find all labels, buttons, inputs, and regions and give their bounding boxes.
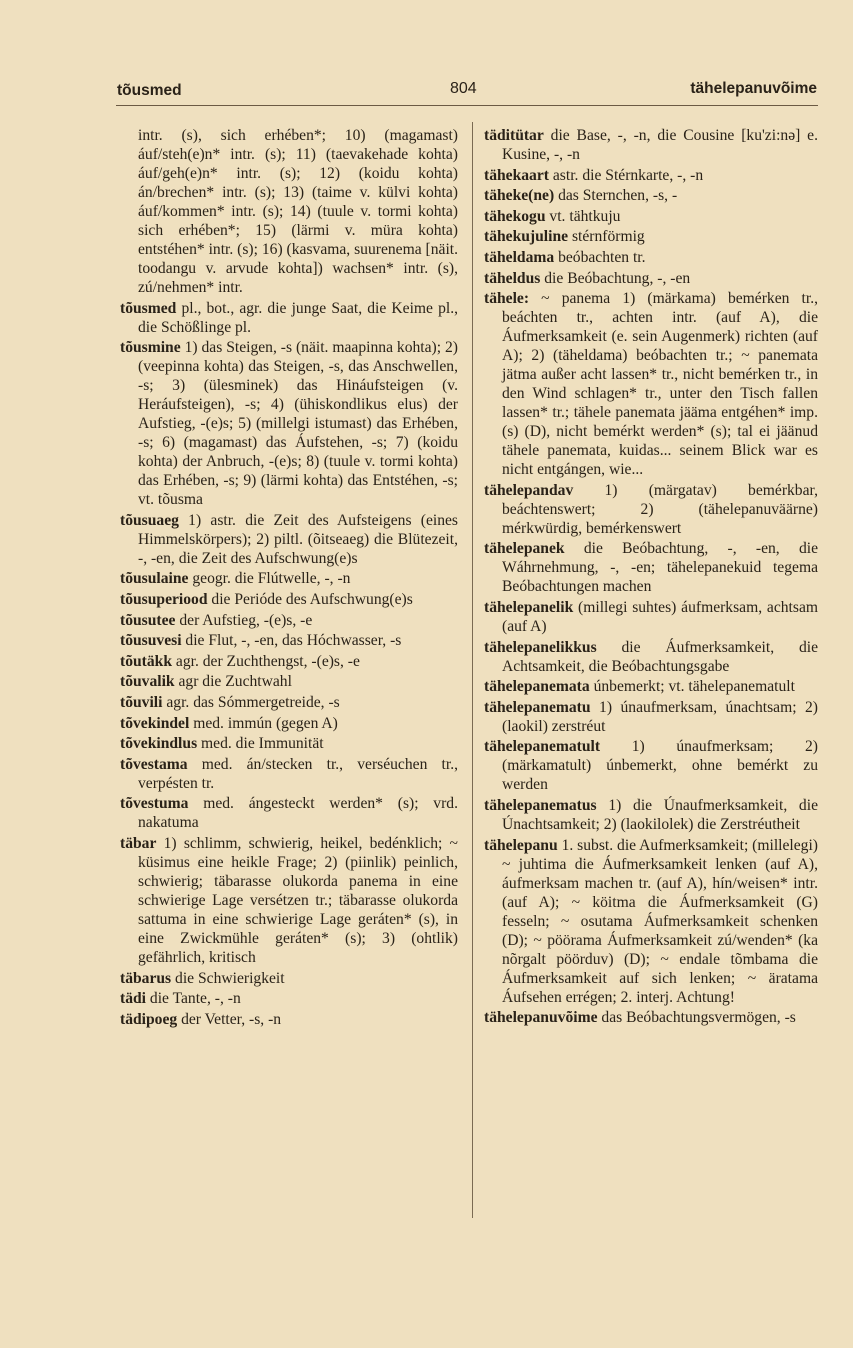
left-column xyxy=(120,126,458,1030)
dictionary-entry: tõvekindlus med. die Immunität xyxy=(120,735,324,753)
dictionary-entry: täheldus die Beóbachtung, -, -en xyxy=(484,269,691,287)
dictionary-entry: tädipoeg der Vetter, -s, -n xyxy=(120,1010,282,1028)
header-rule xyxy=(116,105,818,106)
dictionary-entry: tähelepandav 1) (märgatav) bemérkbar, beáchtenswert; 2) (tähelepanuväärne) mérkwürdig, bemérkenswert xyxy=(484,481,818,537)
dictionary-entry: täheke(ne) das Sternchen, -s, - xyxy=(484,187,678,205)
dictionary-entry: tähele: ~ panema 1) (märkama) bemérken tr., beáchten tr., achten intr. (auf A), die Áufmerksamkeit (e. sein Augenmerk) richten (auf A); 2) (täheldama) beóbachten tr.; ~ panemata jätma außer acht lassen* tr., nicht bemérken tr., in den Wind schlagen* tr., unter den Tisch fallen lassen* tr.; tähele panemata jääma entgéhen* imp. (s) (D), nicht bemérkt werden* (s); tal ei jäänud tähele panemata, kuidas... seinem Blick war es nicht entgángen, wie... xyxy=(484,290,818,479)
dictionary-entry: tähelepanu 1. subst. die Aufmerksamkeit; (millelegi) ~ juhtima die Áufmerksamkeit lenken (auf A), áufmerksam machen tr. (auf A), hín/weisen* intr. (auf A); ~ köitma die Áufmerksamkeit (G) fesseln; ~ osutama Áufmerksamkeit schenken (D); ~ pöörama Áufmerksamkeit zú/wenden* (ka nõrgalt pöörduv) (D); ~ endale tõmbama die Áufmerksamkeit auf sich lenken; ~ äratama Áufsehen errégen; 2. interj. Achtung! xyxy=(484,836,818,1006)
dictionary-entry: tõusutee der Aufstieg, -(e)s, -e xyxy=(120,611,313,629)
right-column xyxy=(484,126,818,1029)
dictionary-entry: tähelepanemata únbemerkt; vt. tähelepanematult xyxy=(484,678,795,696)
dictionary-entry: tähelepanelik (millegi suhtes) áufmerksam, achtsam (auf A) xyxy=(484,598,818,635)
dictionary-entry: tõuvalik agr die Zuchtwahl xyxy=(120,673,292,691)
dictionary-entry: tähelepanematus 1) die Únaufmerksamkeit, die Únachtsamkeit; 2) (laokilolek) die Zerstréutheit xyxy=(484,796,818,833)
right-running-headword: tähelepanuvõime xyxy=(690,80,817,97)
dictionary-entry: tõvekindel med. immún (gegen A) xyxy=(120,714,338,732)
dictionary-entry: tõvestuma med. ángesteckt werden* (s); vrd. nakatuma xyxy=(120,795,458,832)
dictionary-entry: tähekujuline stérnförmig xyxy=(484,228,645,246)
dictionary-entry: tõusuperiood die Perióde des Aufschwung(e)s xyxy=(120,590,413,608)
dictionary-entry: tõuvili agr. das Sómmergetreide, -s xyxy=(120,693,340,711)
dictionary-entry: tähelepanuvõime das Beóbachtungsvermögen, -s xyxy=(484,1009,796,1027)
left-running-headword: tõusmed xyxy=(117,82,182,99)
dictionary-entry: täheldama beóbachten tr. xyxy=(484,248,646,266)
dictionary-entry: tõusuvesi die Flut, -, -en, das Hóchwasser, -s xyxy=(120,632,402,650)
dictionary-entry: täbarus die Schwierigkeit xyxy=(120,969,285,987)
dictionary-entry: intr. (s), sich erhében*; 10) (magamast) áuf/steh(e)n* intr. (s); 11) (taevakehade kohta) áuf/geh(e)n* intr. (s); 12) (koidu kohta) án/brechen* intr. (s); 13) (taime v. külvi kohta) áuf/kommen* intr. (s); 14) (tuule v. tormi kohta) sich erhében*; 15) (lärmi v. müra kohta) entstéhen* intr. (s); 16) (kasvama, suurenema [näit. toodangu v. arvude kohta]) wachsen* intr. (s), zú/nehmen* intr. xyxy=(138,127,459,296)
dictionary-entry: tädi die Tante, -, -n xyxy=(120,990,241,1008)
dictionary-entry: täbar 1) schlimm, schwierig, heikel, bedénklich; ~ küsimus eine heikle Frage; 2) (piinlik) peinlich, schwierig; täbarasse olukorda panema in eine schwierige Lage versétzen tr.; täbarasse olukorda sattuma in eine schwierige Lage geráten* (s), in eine Zwickmühle geráten* (s); 3) (ohtlik) gefährlich, kritisch xyxy=(120,834,458,966)
dictionary-entry: tähekaart astr. die Stérnkarte, -, -n xyxy=(484,166,704,184)
dictionary-entry: tõusmed pl., bot., agr. die junge Saat, die Keime pl., die Schößlinge pl. xyxy=(120,299,458,336)
dictionary-entry: tõvestama med. án/stecken tr., verséuchen tr., verpésten tr. xyxy=(120,755,458,792)
dictionary-entry: tähelepanelikkus die Áufmerksamkeit, die Achtsamkeit, die Beóbachtungsgabe xyxy=(484,638,818,675)
dictionary-entry: tõusuaeg 1) astr. die Zeit des Aufsteigens (eines Himmelskörpers); 2) piltl. (õitseaeg) die Blütezeit, -, -en, die Zeit des Aufschwung(e)s xyxy=(120,511,458,567)
page-header xyxy=(117,78,817,104)
dictionary-entry: tähelepanematu 1) únaufmerksam, únachtsam; 2) (laokil) zerstréut xyxy=(484,698,818,735)
dictionary-entry: tõutäkk agr. der Zuchthengst, -(e)s, -e xyxy=(120,652,360,670)
dictionary-entry: täditütar die Base, -, -n, die Cousine [ku'zi:nə] e. Kusine, -, -n xyxy=(484,127,818,163)
column-divider xyxy=(472,122,473,1218)
dictionary-entry: tähelepanek die Beóbachtung, -, -en, die Wáhrnehmung, -, -en; tähelepanekuid tegema Beóbachtungen machen xyxy=(484,540,818,596)
dictionary-entry: tähekogu vt. tähtkuju xyxy=(484,207,621,225)
dictionary-entry: tõusmine 1) das Steigen, -s (näit. maapinna kohta); 2) (veepinna kohta) das Steigen, -s, das Anschwellen, -s; 3) (ülesminek) das Hináufsteigen (v. Heráufsteigen), -s; 4) (ühiskondlikus elus) der Aufstieg, -(e)s; 5) (millelgi istumast) das Erhében, -s; 6) (magamast) das Áufstehen, -s; 7) (koidu kohta) der Anbruch, -(e)s; 8) (tuule v. tormi kohta) das Erhében, -s; 9) (lärmi kohta) das Entstéhen, -s; vt. tõusma xyxy=(120,339,458,509)
page-number: 804 xyxy=(450,80,477,97)
dictionary-entry: tõusulaine geogr. die Flútwelle, -, -n xyxy=(120,570,351,588)
dictionary-entry: tähelepanematult 1) únaufmerksam; 2) (märkamatult) únbemerkt, ohne bemérkt zu werden xyxy=(484,738,818,794)
